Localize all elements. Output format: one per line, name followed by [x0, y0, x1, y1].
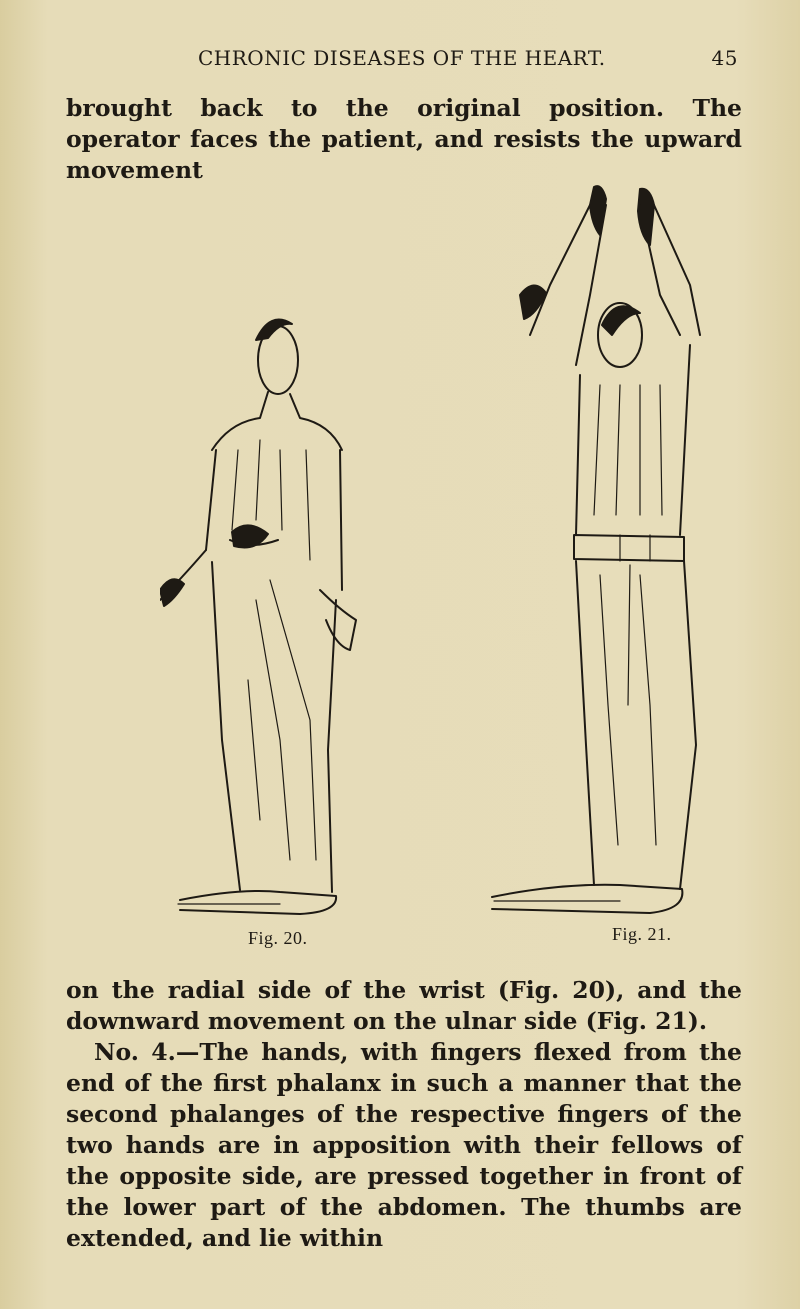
paragraph-bottom: No. 4.—The hands, with fingers flexed from the end of the first phalanx in such a manner that the second phalanges of the respective fingers of the two hands are in apposition with their fellows of the opposite side, are pressed together in front of the lower part of the abdomen. The thumbs are extended, and lie within [66, 1038, 742, 1252]
page-number: 45 [711, 46, 738, 70]
paragraph-middle: on the radial side of the wrist (Fig. 20), and the downward movement on the ulnar side (Fig. 21). [66, 976, 742, 1035]
running-head [66, 46, 738, 76]
running-title: CHRONIC DISEASES OF THE HEART. [198, 46, 606, 70]
figure-21-illustration [490, 185, 720, 925]
paragraph-top: brought back to the original position. The operator faces the patient, and resists the upward movement [66, 94, 742, 184]
figure-20-illustration [160, 300, 390, 920]
figure-21-caption: Fig. 21. [612, 924, 672, 944]
figure-20-caption: Fig. 20. [248, 928, 308, 948]
